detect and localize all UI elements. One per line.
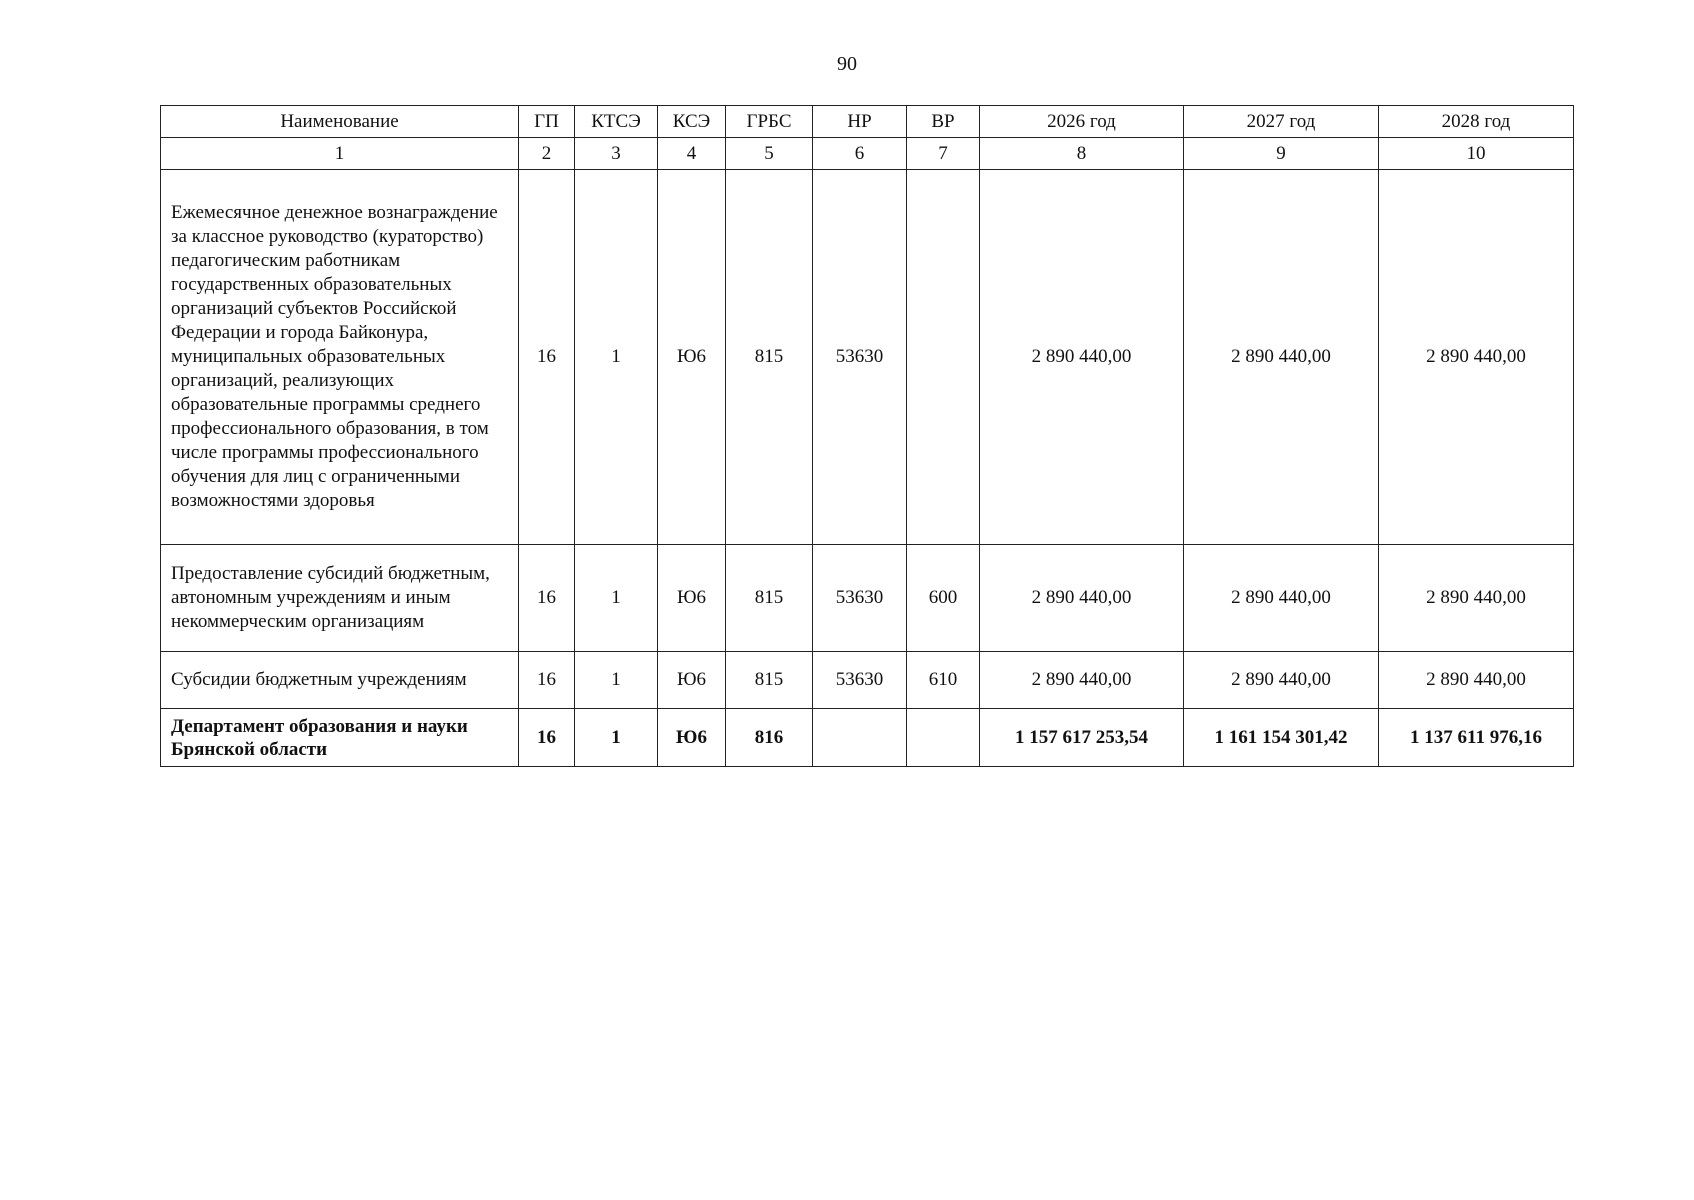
column-number: 3 <box>575 138 658 170</box>
row-vr: 600 <box>907 545 980 652</box>
column-number: 5 <box>726 138 813 170</box>
column-number: 10 <box>1379 138 1574 170</box>
header-2028: 2028 год <box>1379 106 1574 138</box>
row-nr: 53630 <box>813 652 907 709</box>
column-number: 9 <box>1184 138 1379 170</box>
row-ktse: 1 <box>575 170 658 545</box>
row-amount-2027: 2 890 440,00 <box>1184 170 1379 545</box>
header-kse: КСЭ <box>658 106 726 138</box>
row-name: Предоставление субсидий бюджетным, автономным учреждениям и иным некоммерческим организациям <box>161 545 519 652</box>
row-grbs: 815 <box>726 545 813 652</box>
row-grbs: 816 <box>726 709 813 767</box>
row-amount-2027: 2 890 440,00 <box>1184 545 1379 652</box>
row-amount-2028: 2 890 440,00 <box>1379 652 1574 709</box>
row-gp: 16 <box>519 652 575 709</box>
column-number: 2 <box>519 138 575 170</box>
row-amount-2027: 1 161 154 301,42 <box>1184 709 1379 767</box>
column-number: 8 <box>980 138 1184 170</box>
header-gp: ГП <box>519 106 575 138</box>
column-number-row <box>161 138 1574 170</box>
column-number: 1 <box>161 138 519 170</box>
row-gp: 16 <box>519 170 575 545</box>
row-nr: 53630 <box>813 170 907 545</box>
row-amount-2027: 2 890 440,00 <box>1184 652 1379 709</box>
row-name: Субсидии бюджетным учреждениям <box>161 652 519 709</box>
row-ktse: 1 <box>575 709 658 767</box>
row-amount-2028: 1 137 611 976,16 <box>1379 709 1574 767</box>
row-kse: Ю6 <box>658 545 726 652</box>
header-nr: НР <box>813 106 907 138</box>
row-amount-2026: 2 890 440,00 <box>980 545 1184 652</box>
page-number: 90 <box>837 53 857 75</box>
row-kse: Ю6 <box>658 170 726 545</box>
row-name: Ежемесячное денежное вознаграждение за классное руководство (кураторство) педагогическим работникам государственных образовательных организаций субъектов Российской Федерации и города Байконура, муниципальных образовательных организаций, реализующих образовательные программы среднего профессионального образования, в том числе программы профессионального обучения для лиц с ограниченными возможностями здоровья <box>161 170 519 545</box>
table-header-row <box>161 106 1574 138</box>
row-nr: 53630 <box>813 545 907 652</box>
row-gp: 16 <box>519 545 575 652</box>
header-grbs: ГРБС <box>726 106 813 138</box>
column-number: 7 <box>907 138 980 170</box>
column-number: 6 <box>813 138 907 170</box>
table-row <box>161 545 1574 652</box>
row-amount-2026: 1 157 617 253,54 <box>980 709 1184 767</box>
row-vr <box>907 170 980 545</box>
header-vr: ВР <box>907 106 980 138</box>
row-gp: 16 <box>519 709 575 767</box>
row-grbs: 815 <box>726 170 813 545</box>
row-vr: 610 <box>907 652 980 709</box>
header-name: Наименование <box>161 106 519 138</box>
row-vr <box>907 709 980 767</box>
row-kse: Ю6 <box>658 709 726 767</box>
row-nr <box>813 709 907 767</box>
row-ktse: 1 <box>575 545 658 652</box>
table-row <box>161 170 1574 545</box>
row-amount-2026: 2 890 440,00 <box>980 652 1184 709</box>
header-2026: 2026 год <box>980 106 1184 138</box>
budget-table <box>160 105 1574 767</box>
row-amount-2028: 2 890 440,00 <box>1379 545 1574 652</box>
row-name: Департамент образования и науки Брянской области <box>161 709 519 767</box>
header-ktse: КТСЭ <box>575 106 658 138</box>
column-number: 4 <box>658 138 726 170</box>
header-2027: 2027 год <box>1184 106 1379 138</box>
table-row <box>161 652 1574 709</box>
row-amount-2028: 2 890 440,00 <box>1379 170 1574 545</box>
row-amount-2026: 2 890 440,00 <box>980 170 1184 545</box>
row-ktse: 1 <box>575 652 658 709</box>
row-kse: Ю6 <box>658 652 726 709</box>
table-row-total <box>161 709 1574 767</box>
row-grbs: 815 <box>726 652 813 709</box>
